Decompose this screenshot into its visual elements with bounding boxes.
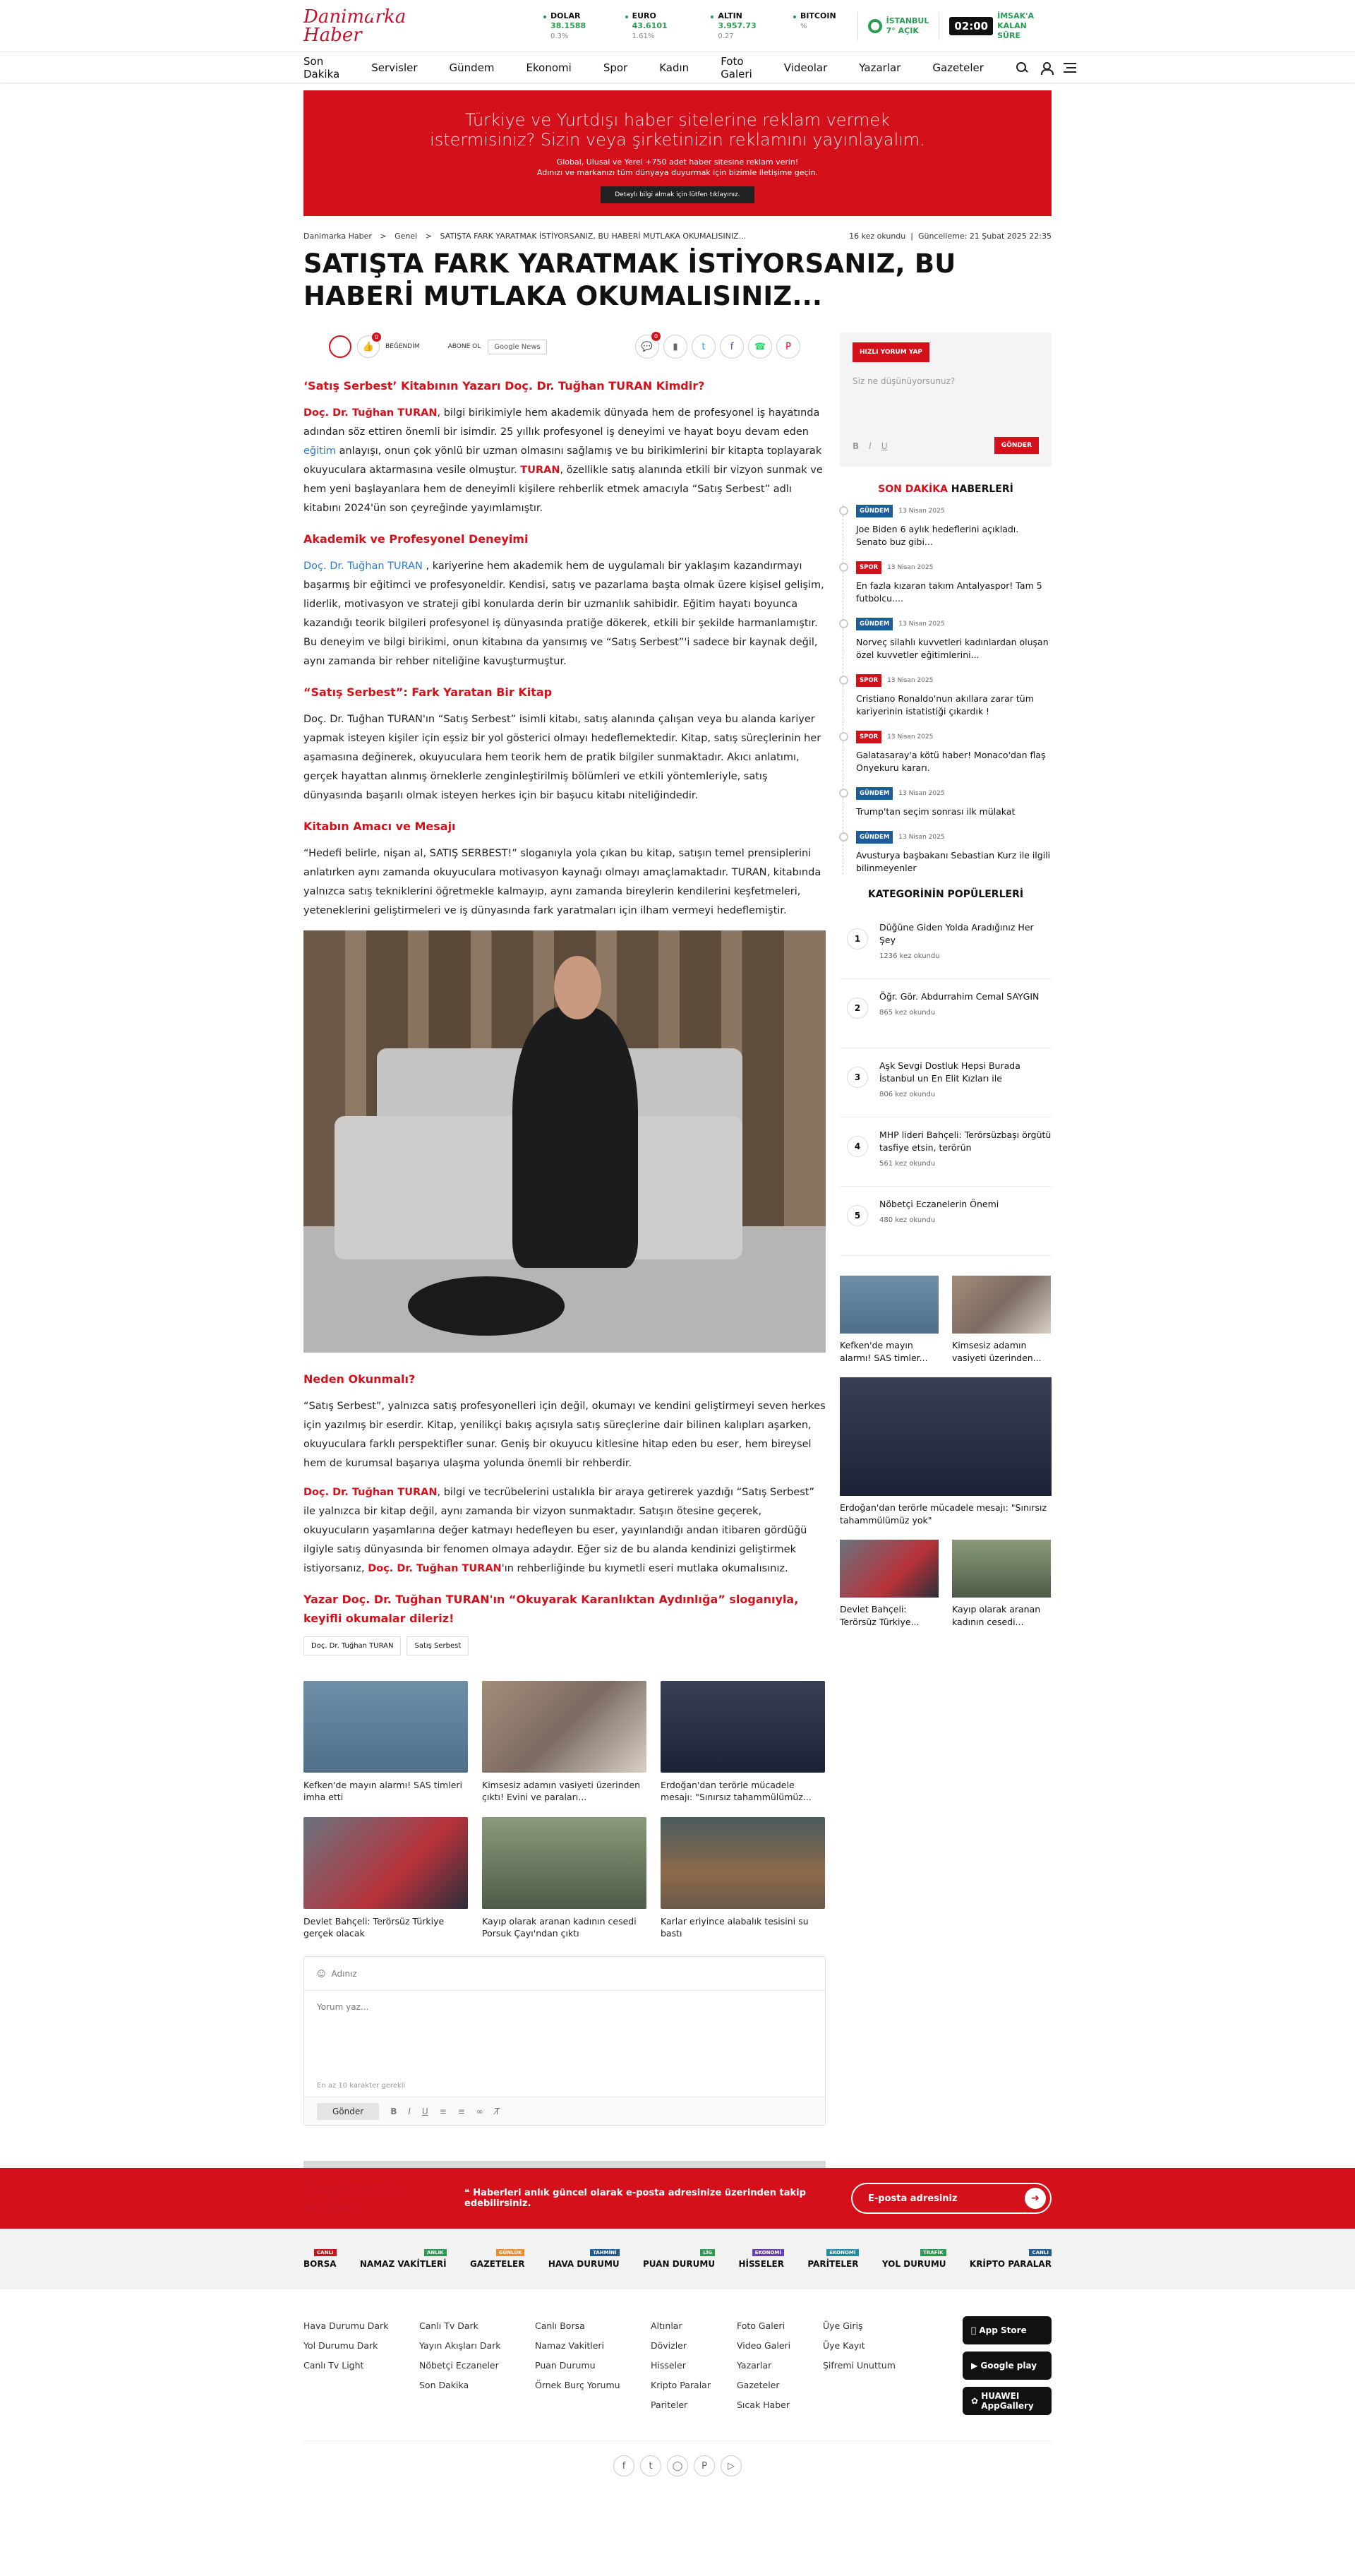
footer-logo[interactable]: Danimarka Haber	[303, 2179, 406, 2218]
footer-link[interactable]: Örnek Burç Yorumu	[535, 2380, 620, 2390]
list-item[interactable]: GÜNDEM 13 Nisan 2025 Avusturya başbakanı Sebastian Kurz ile ilgili bilinmeyenler	[856, 831, 1052, 875]
side-card[interactable]: Kimsesiz adamın vasiyeti üzerinden...	[952, 1276, 1051, 1365]
ad-banner[interactable]: Türkiye ve Yurtdışı haber sitelerine reklam vermek istermisiniz? Sizin veya şirketinizin reklamını yayınlayalım. Global, Ulusal ve Yerel +750 adet haber sitesine reklam verin! Adınızı ve markanızı tüm dünyaya duyurmak için bizimle iletişime geçin. Detaylı bilgi almak için lütfen tıklayınız.	[303, 90, 1052, 216]
newsletter-bar	[0, 2168, 1355, 2229]
arrow-right-icon[interactable]: ➜	[1025, 2188, 1046, 2209]
popular-title: KATEGORİNİN POPÜLERLERİ	[867, 889, 1024, 900]
italic-icon[interactable]: I	[869, 441, 872, 451]
instagram-icon[interactable]: ◯	[667, 2455, 688, 2476]
related-card[interactable]: Kayıp olarak aranan kadının cesedi Porsuk Çayı'ndan çıktı	[482, 1817, 646, 1939]
list-item[interactable]: SPOR 13 Nisan 2025 En fazla kızaran takım Antalyaspor! Tam 5 futbolcu....	[856, 561, 1052, 605]
huawei-gallery-button[interactable]: ✿ HUAWEI AppGallery	[963, 2387, 1052, 2415]
nav-kadin[interactable]: Kadın	[659, 61, 689, 74]
page-title: SATIŞTA FARK YARATMAK İSTİYORSANIZ, BU HABERİ MUTLAKA OKUMALISINIZ...	[303, 248, 956, 311]
service-puan[interactable]: LİG PUAN DURUMU	[643, 2250, 716, 2269]
nav-foto-galeri[interactable]: Foto Galeri	[721, 55, 752, 80]
nav-gazeteler[interactable]: Gazeteler	[932, 61, 984, 74]
footer-link[interactable]: Üye Giriş	[823, 2320, 863, 2331]
italic-icon[interactable]: I	[408, 2106, 411, 2116]
footer-link[interactable]: Canlı Tv Dark	[419, 2320, 478, 2331]
youtube-icon[interactable]: ▷	[721, 2455, 742, 2476]
footer-link[interactable]: Şifremi Unuttum	[823, 2360, 896, 2371]
service-hava[interactable]: TAHMİNİ HAVA DURUMU	[548, 2250, 620, 2269]
footer-link[interactable]: Canlı Borsa	[535, 2320, 585, 2331]
like-button[interactable]: 👍 0	[357, 335, 380, 358]
tag-list	[303, 1636, 826, 1655]
underline-icon[interactable]: U	[421, 2106, 428, 2116]
comment-icon[interactable]: 💬 0	[635, 335, 659, 359]
sidebar	[840, 333, 1052, 2168]
pinterest-icon[interactable]: P	[776, 335, 800, 359]
list-item[interactable]: 3 Aşk Sevgi Dostluk Hepsi Burada İstanbul un En Elit Kızları ile 806 kez okundu	[840, 1048, 1052, 1118]
bold-icon[interactable]: B	[853, 441, 860, 451]
list-icon[interactable]: ≡	[457, 2106, 465, 2116]
footer-link[interactable]: Son Dakika	[419, 2380, 469, 2390]
article-column	[303, 333, 826, 2168]
twitter-icon[interactable]: t	[640, 2455, 661, 2476]
list-item[interactable]: 2 Öğr. Gör. Abdurrahim Cemal SAYGIN 865 kez okundu	[840, 979, 1052, 1048]
email-field[interactable]: E-posta adresiniz ➜	[851, 2183, 1052, 2214]
pinterest-icon[interactable]: P	[694, 2455, 715, 2476]
related-card[interactable]: Kimsesiz adamın vasiyeti üzerinden çıktı! Evini ve paraları...	[482, 1681, 646, 1803]
footer-links	[303, 2316, 1052, 2415]
market-dolar[interactable]: DOLAR 38.1588 0.3%	[543, 11, 606, 42]
nav-ekonomi[interactable]: Ekonomi	[526, 61, 572, 74]
sun-icon	[868, 19, 882, 33]
facebook-icon[interactable]: f	[613, 2455, 634, 2476]
search-icon[interactable]	[1016, 61, 1028, 74]
related-card[interactable]: Kefken'de mayın alarmı! SAS timleri imha etti	[303, 1681, 468, 1803]
breadcrumb-home[interactable]: Danimarka Haber	[303, 232, 372, 241]
reaction-icon[interactable]	[329, 335, 351, 358]
footer-link[interactable]: Yayın Akışları Dark	[419, 2340, 501, 2351]
google-play-button[interactable]: ▶ Google play	[963, 2352, 1052, 2380]
service-yol[interactable]: TRAFİK YOL DURUMU	[881, 2250, 946, 2269]
footer-link[interactable]: Kripto Paralar	[651, 2380, 711, 2390]
related-card[interactable]: Karlar eriyince alabalık tesisini su bastı	[661, 1817, 825, 1939]
footer-link[interactable]: Gazeteler	[737, 2380, 780, 2390]
market-altin[interactable]: ALTIN 3.957.73 0.27	[711, 11, 773, 42]
list-item[interactable]: GÜNDEM 13 Nisan 2025 Trump'tan seçim sonrası ilk mülakat	[856, 787, 1052, 818]
comment-send-button[interactable]: Gönder	[317, 2103, 379, 2120]
service-pariteler[interactable]: EKONOMİ PARİTELER	[807, 2250, 859, 2269]
top-header	[0, 0, 1355, 52]
footer-link[interactable]: Sıcak Haber	[737, 2400, 790, 2410]
service-kripto[interactable]: CANLI KRİPTO PARALAR	[969, 2250, 1052, 2269]
nav-spor[interactable]: Spor	[603, 61, 628, 74]
nav-videolar[interactable]: Videolar	[783, 61, 828, 74]
whatsapp-icon[interactable]: ☎	[748, 335, 772, 359]
footer-link[interactable]: Yol Durumu Dark	[303, 2340, 378, 2351]
related-card[interactable]: Erdoğan'dan terörle mücadele mesajı: "Sınırsız tahammülümüz...	[661, 1681, 825, 1803]
menu-icon[interactable]	[1064, 63, 1076, 73]
list-item[interactable]: SPOR 13 Nisan 2025 Cristiano Ronaldo'nun akıllara zarar tüm kariyerinin istatistiği çıkardık !	[856, 674, 1052, 718]
user-icon: ☺	[317, 1968, 326, 1979]
services-bar	[0, 2229, 1355, 2289]
footer-link[interactable]: Namaz Vakitleri	[535, 2340, 605, 2351]
play-icon: ▶	[971, 2361, 981, 2371]
share-bar: 👍 0 BEĞENDİM ABONE OL Google News 💬 0 ▮ t f ☎ P	[329, 333, 826, 361]
side-card[interactable]: Kefken'de mayın alarmı! SAS timler...	[840, 1276, 939, 1365]
google-news-button[interactable]: Google News	[488, 340, 546, 354]
footer-link[interactable]: Dövizler	[651, 2340, 687, 2351]
user-icon[interactable]	[1040, 61, 1052, 74]
list-item[interactable]: 1 Düğüne Giden Yolda Aradığınız Her Şey 1236 kez okundu	[840, 910, 1052, 979]
underline-icon[interactable]: U	[881, 441, 888, 451]
breaking-title: SON DAKİKA HABERLERİ	[878, 484, 1013, 495]
footer-link[interactable]: Foto Galeri	[737, 2320, 785, 2331]
social-links	[303, 2440, 1052, 2476]
app-store-button[interactable]: App Store	[963, 2316, 1052, 2344]
weather-widget[interactable]: İSTANBUL 7° AÇIK	[857, 12, 929, 40]
side-card[interactable]: Kayıp olarak aranan kadının cesedi...	[952, 1540, 1051, 1629]
article-photo	[303, 930, 826, 1353]
related-news	[303, 1681, 826, 1939]
service-hisseler[interactable]: EKONOMİ HİSSELER	[738, 2250, 784, 2269]
quick-comment: HIZLI YORUM YAP Siz ne düşünüyorsunuz? B I U GÖNDER	[840, 333, 1052, 467]
site-logo[interactable]: Danimarka Haber	[303, 6, 406, 46]
list-item[interactable]: 4 MHP lideri Bahçeli: Terörsüzbaşı örgütü tasfiye etsin, terörün 561 kez okundu	[840, 1118, 1052, 1187]
imsak-countdown: 02:00 İMSAK'A KALAN SÜRE	[939, 12, 1052, 40]
nav-son-dakika[interactable]: Son Dakika	[303, 55, 340, 80]
sidebar-cards	[840, 1276, 1052, 1629]
market-euro[interactable]: EURO 43.6101 1.61%	[625, 11, 692, 42]
footer-link[interactable]: Yazarlar	[737, 2360, 772, 2371]
list-item[interactable]: GÜNDEM 13 Nisan 2025 Norveç silahlı kuvvetleri kadınlardan oluşan özel kuvvetler eğitimlerini...	[856, 618, 1052, 661]
footer-link[interactable]: Video Galeri	[737, 2340, 791, 2351]
list-item[interactable]: GÜNDEM 13 Nisan 2025 Joe Biden 6 aylık hedeflerini açıkladı. Senato buz gibi...	[856, 505, 1052, 549]
footer-link[interactable]: Canlı Tv Light	[303, 2360, 364, 2371]
footer-link[interactable]: Pariteler	[651, 2400, 688, 2410]
comment-form	[303, 1956, 826, 2126]
footer-link[interactable]: Üye Kayıt	[823, 2340, 865, 2351]
breaking-news-list	[843, 505, 1052, 875]
tag-item[interactable]: Doç. Dr. Tuğhan TURAN	[303, 1636, 401, 1655]
huawei-icon: ✿	[971, 2396, 982, 2406]
read-count: 16 kez okundu	[849, 232, 906, 241]
service-borsa[interactable]: CANLI BORSA	[303, 2250, 337, 2269]
footer-link[interactable]: Hisseler	[651, 2360, 686, 2371]
article-body: ‘Satış Serbest’ Kitabının Yazarı Doç. Dr. Tuğhan TURAN Kimdir? Doç. Dr. Tuğhan TURAN, bilgi birikimiyle hem akademik dünyada hem de profesyonel iş hayatında adından söz ettiren önemli bir isimdir. 25 yıllık profesyonel iş deneyimi ve hayat boyu devam eden eğitim anlayışı, onun çok yönlü bir uzman olmasını sağlamış ve bu birikimlerini bir kitapta toplayarak okuyuculara aktarmasına vesile olmuştur. TURAN, özellikle satış alanında etkili bir vizyon sunmak ve hem yeni başlayanlara hem de deneyimli kişilere rehberlik etmek amacıyla “Satış Serbest” adlı kitabını 2024'ün son çeyreğinde yayımlamıştır. Akademik ve Profesyonel Deneyimi Doç. Dr. Tuğhan TURAN , kariyerine hem akademik hem de uygulamalı bir yaklaşım kazandırmayı başarmış bir eğitimci ve profesyoneldir. Kendisi, satış ve pazarlama başta olmak üzere kişisel gelişim, liderlik, motivasyon ve strateji gibi konularda derin bir uzmanlık sahibidir. Eğitim hayatı boyunca kazandığı teorik bilgileri profesyonel iş dünyasında pratiğe dökerek, etkili bir şekilde harmanlamıştır. Bu deneyim ve bilgi birikimi, onun kitabına da yansımış ve “Satış Serbest”'i sadece bir kaynak değil, aynı zamanda bir rehber niteliğine kavuşturmuştur. “Satış Serbest”: Fark Yaratan Bir Kitap Doç. Dr. Tuğhan TURAN'ın “Satış Serbest” isimli kitabı, satış alanında çalışan veya bu alanda kariyer yapmak isteyen kişiler için eşsiz bir yol gösterici olmayı hedeflemektedir. Kitap, satış süreçlerinin her aşamasına değinerek, okuyuculara hem teorik hem de pratik bilgiler sunmaktadır. Akıcı anlatımı, gerçek hayattan alınmış örneklerle zenginleştirilmiş bölümleri ve etkili yöntemleriyle, satış dünyasında başarılı olmak isteyen herkes için bir başucu kitabı niteliğindedir. Kitabın Amacı ve Mesajı “Hedefi belirle, nişan al, SATIŞ SERBEST!” sloganıyla yola çıkan bu kitap, satışın temel prensiplerini anlatırken aynı zamanda okuyuculara motivasyon kaynağı olmayı amaçlamaktadır. TURAN, kitabında yalnızca satış tekniklerini öğretmekle kalmayıp, aynı zamanda bireylerin kendilerini keşfetmeleri, yeteneklerini geliştirmeleri ve iş dünyasında fark yaratmaları için ilham vermeyi hedeflemiştir. Neden Okunmalı? “Satış Serbest”, yalnızca satış profesyonelleri için değil, okumayı ve kendini geliştirmeyi seven herkes için yazılmış bir eserdir. Kitap, yenilikçi bakış açısıyla satış süreçlerine dair bilinen kalıpları aşarken, okuyuculara farklı perspektifler sunar. Geniş bir okuyucu kitlesine hitap eden bu eser, hem bireysel hem de kurumsal başarıya ulaşma yolunda önemli bir rehberdir. Doç. Dr. Tuğhan TURAN, bilgi ve tecrübelerini ustalıkla bir araya getirerek yazdığı “Satış Serbest” ile yalnızca bir kitap değil, aynı zamanda bir vizyon sunmaktadır. Satışın ötesine geçerek, okuyucuların yaşamlarına değer katmayı hedefleyen bu eser, yayınlandığı andan itibaren gördüğü ilgiyle satış dünyasında bir fenomen olmaya adaydır. Eğer siz de bu alanda kendinizi geliştirmek istiyorsanız, Doç. Dr. Tuğhan TURAN'ın rehberliğinde bu kıymetli eseri mutlaka okumalısınız. Yazar Doç. Dr. Tuğhan TURAN'ın “Okuyarak Karanlıktan Aydınlığa” sloganıyla, keyifli okumalar dileriz!	[303, 379, 826, 1625]
market-ticker	[543, 11, 836, 42]
bold-icon[interactable]: B	[390, 2106, 397, 2116]
footer-link[interactable]: Nöbetçi Eczaneler	[419, 2360, 499, 2371]
footer-link[interactable]: Hava Durumu Dark	[303, 2320, 389, 2331]
link-egitim[interactable]: eğitim	[303, 445, 336, 457]
footer-link[interactable]: Puan Durumu	[535, 2360, 596, 2371]
ad-info-button[interactable]: Detaylı bilgi almak için lütfen tıklayınız.	[601, 186, 754, 203]
service-namaz[interactable]: ANLIK NAMAZ VAKİTLERİ	[359, 2250, 447, 2269]
ordered-list-icon[interactable]: ≡	[439, 2106, 447, 2116]
newsletter-message: ❝ Haberleri anlık güncel olarak e-posta adresinize üzerinden takip edebilirsiniz.	[464, 2188, 806, 2209]
list-item[interactable]: 5 Nöbetçi Eczanelerin Önemi 480 kez okundu	[840, 1187, 1052, 1256]
service-gazeteler[interactable]: GÜNLÜK GAZETELER	[469, 2250, 525, 2269]
main-nav	[0, 52, 1355, 83]
nav-gundem[interactable]: Gündem	[449, 61, 495, 74]
name-field[interactable]: ☺ Adınız	[304, 1957, 825, 1991]
bookmark-icon[interactable]: ▮	[663, 335, 687, 359]
breadcrumb-genel[interactable]: Genel	[395, 232, 418, 241]
link-author[interactable]: Doç. Dr. Tuğhan TURAN	[303, 561, 423, 572]
list-item[interactable]: SPOR 13 Nisan 2025 Galatasaray'a kötü haber! Monaco'dan flaş Onyekuru kararı.	[856, 731, 1052, 774]
side-card[interactable]: Erdoğan'dan terörle mücadele mesajı: "Sınırsız tahammülümüz yok"	[840, 1377, 1052, 1527]
comment-textarea[interactable]: Yorum yaz... En az 10 karakter gerekli	[317, 2002, 406, 2090]
breadcrumb-current: SATIŞTA FARK YARATMAK İSTİYORSANIZ, BU HABERİ MUTLAKA OKUMALISINIZ...	[440, 232, 747, 241]
quick-comment-input[interactable]: Siz ne düşünüyorsunuz?	[853, 376, 956, 386]
side-card[interactable]: Devlet Bahçeli: Terörsüz Türkiye...	[840, 1540, 939, 1629]
clear-format-icon[interactable]: T̸	[494, 2106, 500, 2116]
link-icon[interactable]: ∞	[476, 2106, 483, 2116]
twitter-icon[interactable]: t	[692, 335, 716, 359]
footer-link[interactable]: Altınlar	[651, 2320, 682, 2331]
breadcrumb: Danimarka Haber > Genel > SATIŞTA FARK YARATMAK İSTİYORSANIZ, BU HABERİ MUTLAKA OKUMALISINIZ... 16 kez okundu | Güncelleme: 21 Şubat 2025 22:35	[303, 232, 1052, 241]
related-card[interactable]: Devlet Bahçeli: Terörsüz Türkiye gerçek olacak	[303, 1817, 468, 1939]
quick-send-button[interactable]: GÖNDER	[994, 437, 1039, 454]
facebook-icon[interactable]: f	[720, 335, 744, 359]
tag-item[interactable]: Satış Serbest	[406, 1636, 469, 1655]
updated-date: Güncelleme: 21 Şubat 2025 22:35	[917, 232, 1052, 241]
apple-icon	[971, 2325, 975, 2335]
nav-servisler[interactable]: Servisler	[371, 61, 418, 74]
market-bitcoin[interactable]: BITCOIN %	[793, 11, 836, 42]
popular-list	[840, 910, 1052, 1256]
nav-yazarlar[interactable]: Yazarlar	[859, 61, 901, 74]
